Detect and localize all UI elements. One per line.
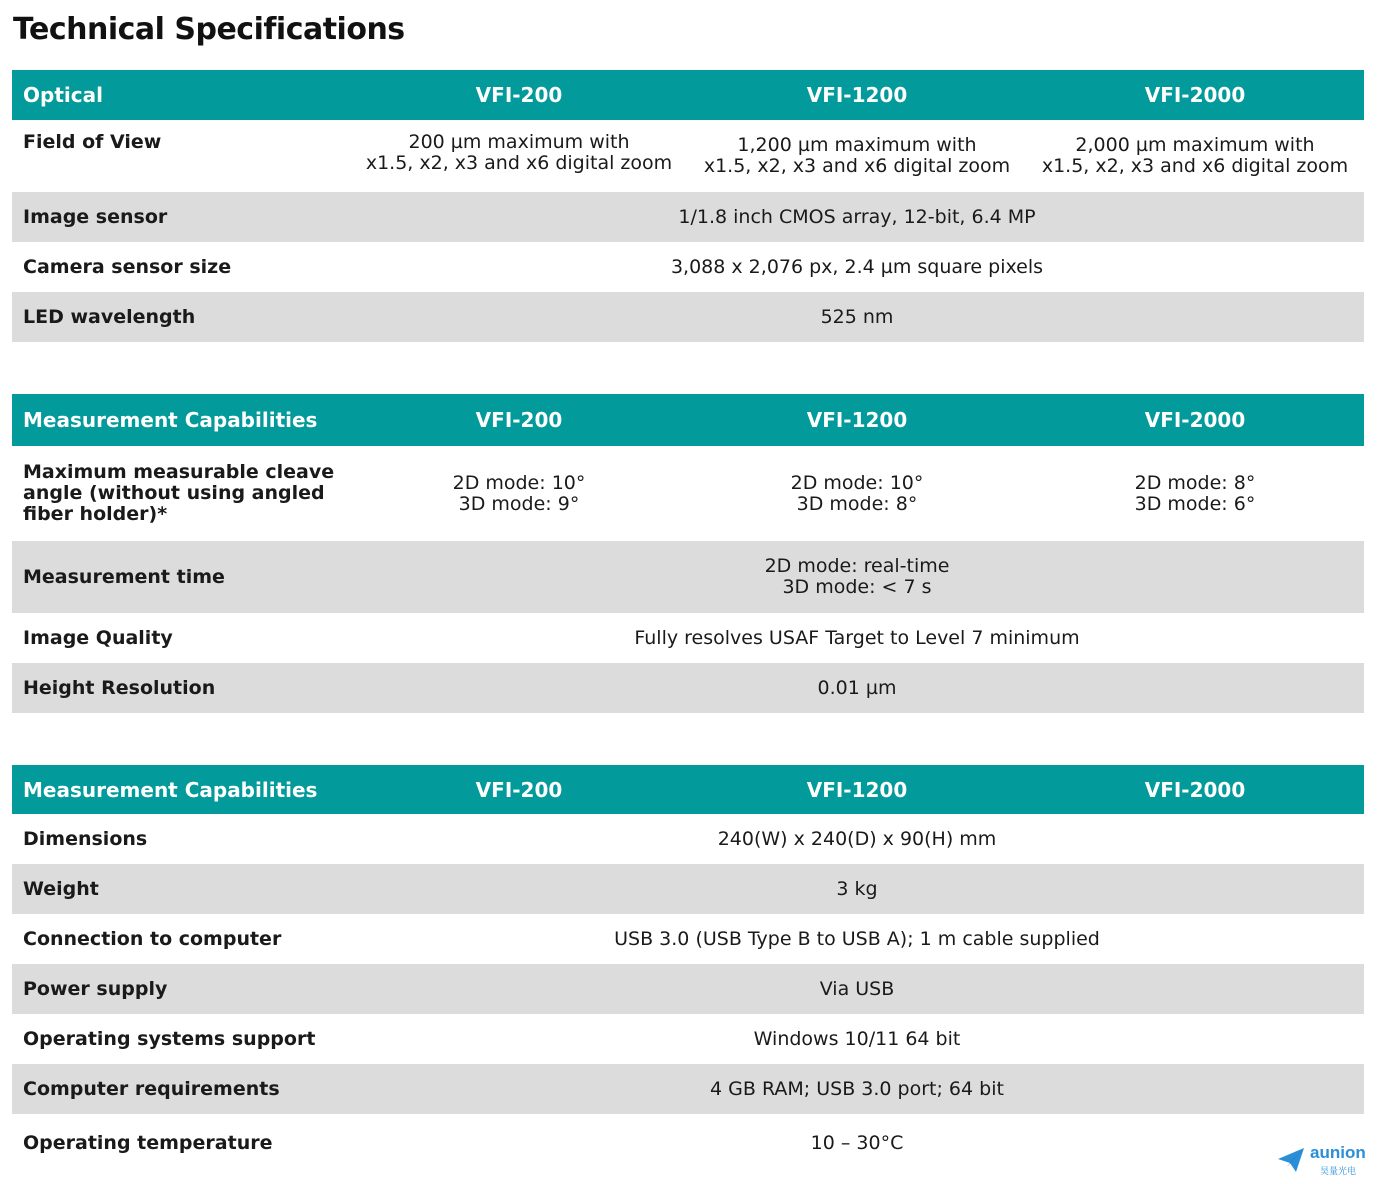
watermark-text: aunion bbox=[1310, 1143, 1366, 1162]
header-model: VFI-1200 bbox=[806, 83, 908, 107]
header-model: VFI-200 bbox=[475, 777, 563, 802]
row-value: 2D mode: real-time 3D mode: < 7 s bbox=[764, 555, 950, 598]
row-label: Power supply bbox=[23, 977, 168, 1000]
row-label: Image sensor bbox=[23, 205, 168, 228]
row-value: 10 – 30°C bbox=[810, 1132, 904, 1154]
table-row bbox=[12, 192, 1364, 242]
header-model: VFI-2000 bbox=[1144, 408, 1246, 432]
row-value: 2D mode: 10° 3D mode: 8° bbox=[790, 471, 924, 515]
row-label: Computer requirements bbox=[23, 1077, 280, 1100]
table-row bbox=[12, 120, 1364, 192]
row-value: Windows 10/11 64 bit bbox=[753, 1028, 961, 1050]
watermark-subtext: 昊量光电 bbox=[1320, 1167, 1357, 1177]
table-header bbox=[12, 394, 1364, 446]
row-label: Connection to computer bbox=[23, 927, 282, 950]
table-row bbox=[12, 541, 1364, 613]
row-value: Fully resolves USAF Target to Level 7 minimum bbox=[634, 627, 1080, 649]
table-row bbox=[12, 864, 1364, 914]
row-value: 2,000 µm maximum with x1.5, x2, x3 and x6 digital zoom bbox=[1041, 134, 1349, 177]
row-label: Measurement time bbox=[23, 565, 225, 588]
row-label: Field of View bbox=[23, 131, 162, 153]
page-title: Technical Specifications bbox=[13, 12, 405, 47]
table-header bbox=[12, 765, 1364, 814]
row-label: Height Resolution bbox=[23, 676, 216, 699]
row-label: Camera sensor size bbox=[23, 255, 232, 278]
row-label: LED wavelength bbox=[23, 305, 196, 328]
table-row bbox=[12, 814, 1364, 864]
table-row bbox=[12, 613, 1364, 663]
table-header bbox=[12, 70, 1364, 120]
row-label: Image Quality bbox=[23, 626, 173, 649]
row-value: 4 GB RAM; USB 3.0 port; 64 bit bbox=[710, 1078, 1004, 1100]
header-section-label: Optical bbox=[23, 83, 103, 107]
row-value: 1/1.8 inch CMOS array, 12-bit, 6.4 MP bbox=[678, 206, 1036, 228]
table-row bbox=[12, 964, 1364, 1014]
table-row bbox=[12, 446, 1364, 541]
table-row bbox=[12, 292, 1364, 342]
row-value: Via USB bbox=[819, 978, 895, 1000]
row-value: 1,200 µm maximum with x1.5, x2, x3 and x6 digital zoom bbox=[703, 134, 1011, 177]
spec-table-physical bbox=[12, 765, 1364, 1172]
spec-table-optical bbox=[12, 70, 1364, 342]
row-value: 0.01 µm bbox=[817, 677, 897, 699]
header-section-label: Measurement Capabilities bbox=[23, 777, 318, 802]
row-value: 2D mode: 8° 3D mode: 6° bbox=[1134, 471, 1256, 515]
row-label: Dimensions bbox=[23, 827, 148, 850]
row-value: 240(W) x 240(D) x 90(H) mm bbox=[717, 828, 997, 850]
row-label: Operating temperature bbox=[23, 1131, 273, 1154]
row-value: 200 µm maximum with x1.5, x2, x3 and x6 digital zoom bbox=[365, 131, 673, 174]
table-row bbox=[12, 663, 1364, 713]
row-label: Operating systems support bbox=[23, 1027, 316, 1050]
row-label: Maximum measurable cleave angle (without using angled fiber holder)* bbox=[23, 461, 335, 525]
paper-plane-icon bbox=[1276, 1145, 1306, 1175]
watermark-logo bbox=[1276, 1143, 1376, 1177]
table-row bbox=[12, 242, 1364, 292]
table-row bbox=[12, 1014, 1364, 1064]
row-value: 3,088 x 2,076 px, 2.4 µm square pixels bbox=[670, 256, 1044, 278]
header-model: VFI-200 bbox=[475, 408, 563, 432]
header-section-label: Measurement Capabilities bbox=[23, 408, 318, 432]
table-row bbox=[12, 1064, 1364, 1114]
header-model: VFI-1200 bbox=[806, 408, 908, 432]
row-label: Weight bbox=[23, 877, 99, 900]
row-value: 3 kg bbox=[836, 878, 878, 900]
row-value: 525 nm bbox=[820, 306, 894, 328]
row-value: USB 3.0 (USB Type B to USB A); 1 m cable supplied bbox=[614, 928, 1100, 950]
header-model: VFI-2000 bbox=[1144, 83, 1246, 107]
spec-table-measurement bbox=[12, 394, 1364, 713]
header-model: VFI-200 bbox=[475, 83, 563, 107]
row-value: 2D mode: 10° 3D mode: 9° bbox=[452, 471, 586, 515]
header-model: VFI-2000 bbox=[1144, 777, 1246, 802]
table-row bbox=[12, 1114, 1364, 1172]
header-model: VFI-1200 bbox=[806, 777, 908, 802]
table-row bbox=[12, 914, 1364, 964]
